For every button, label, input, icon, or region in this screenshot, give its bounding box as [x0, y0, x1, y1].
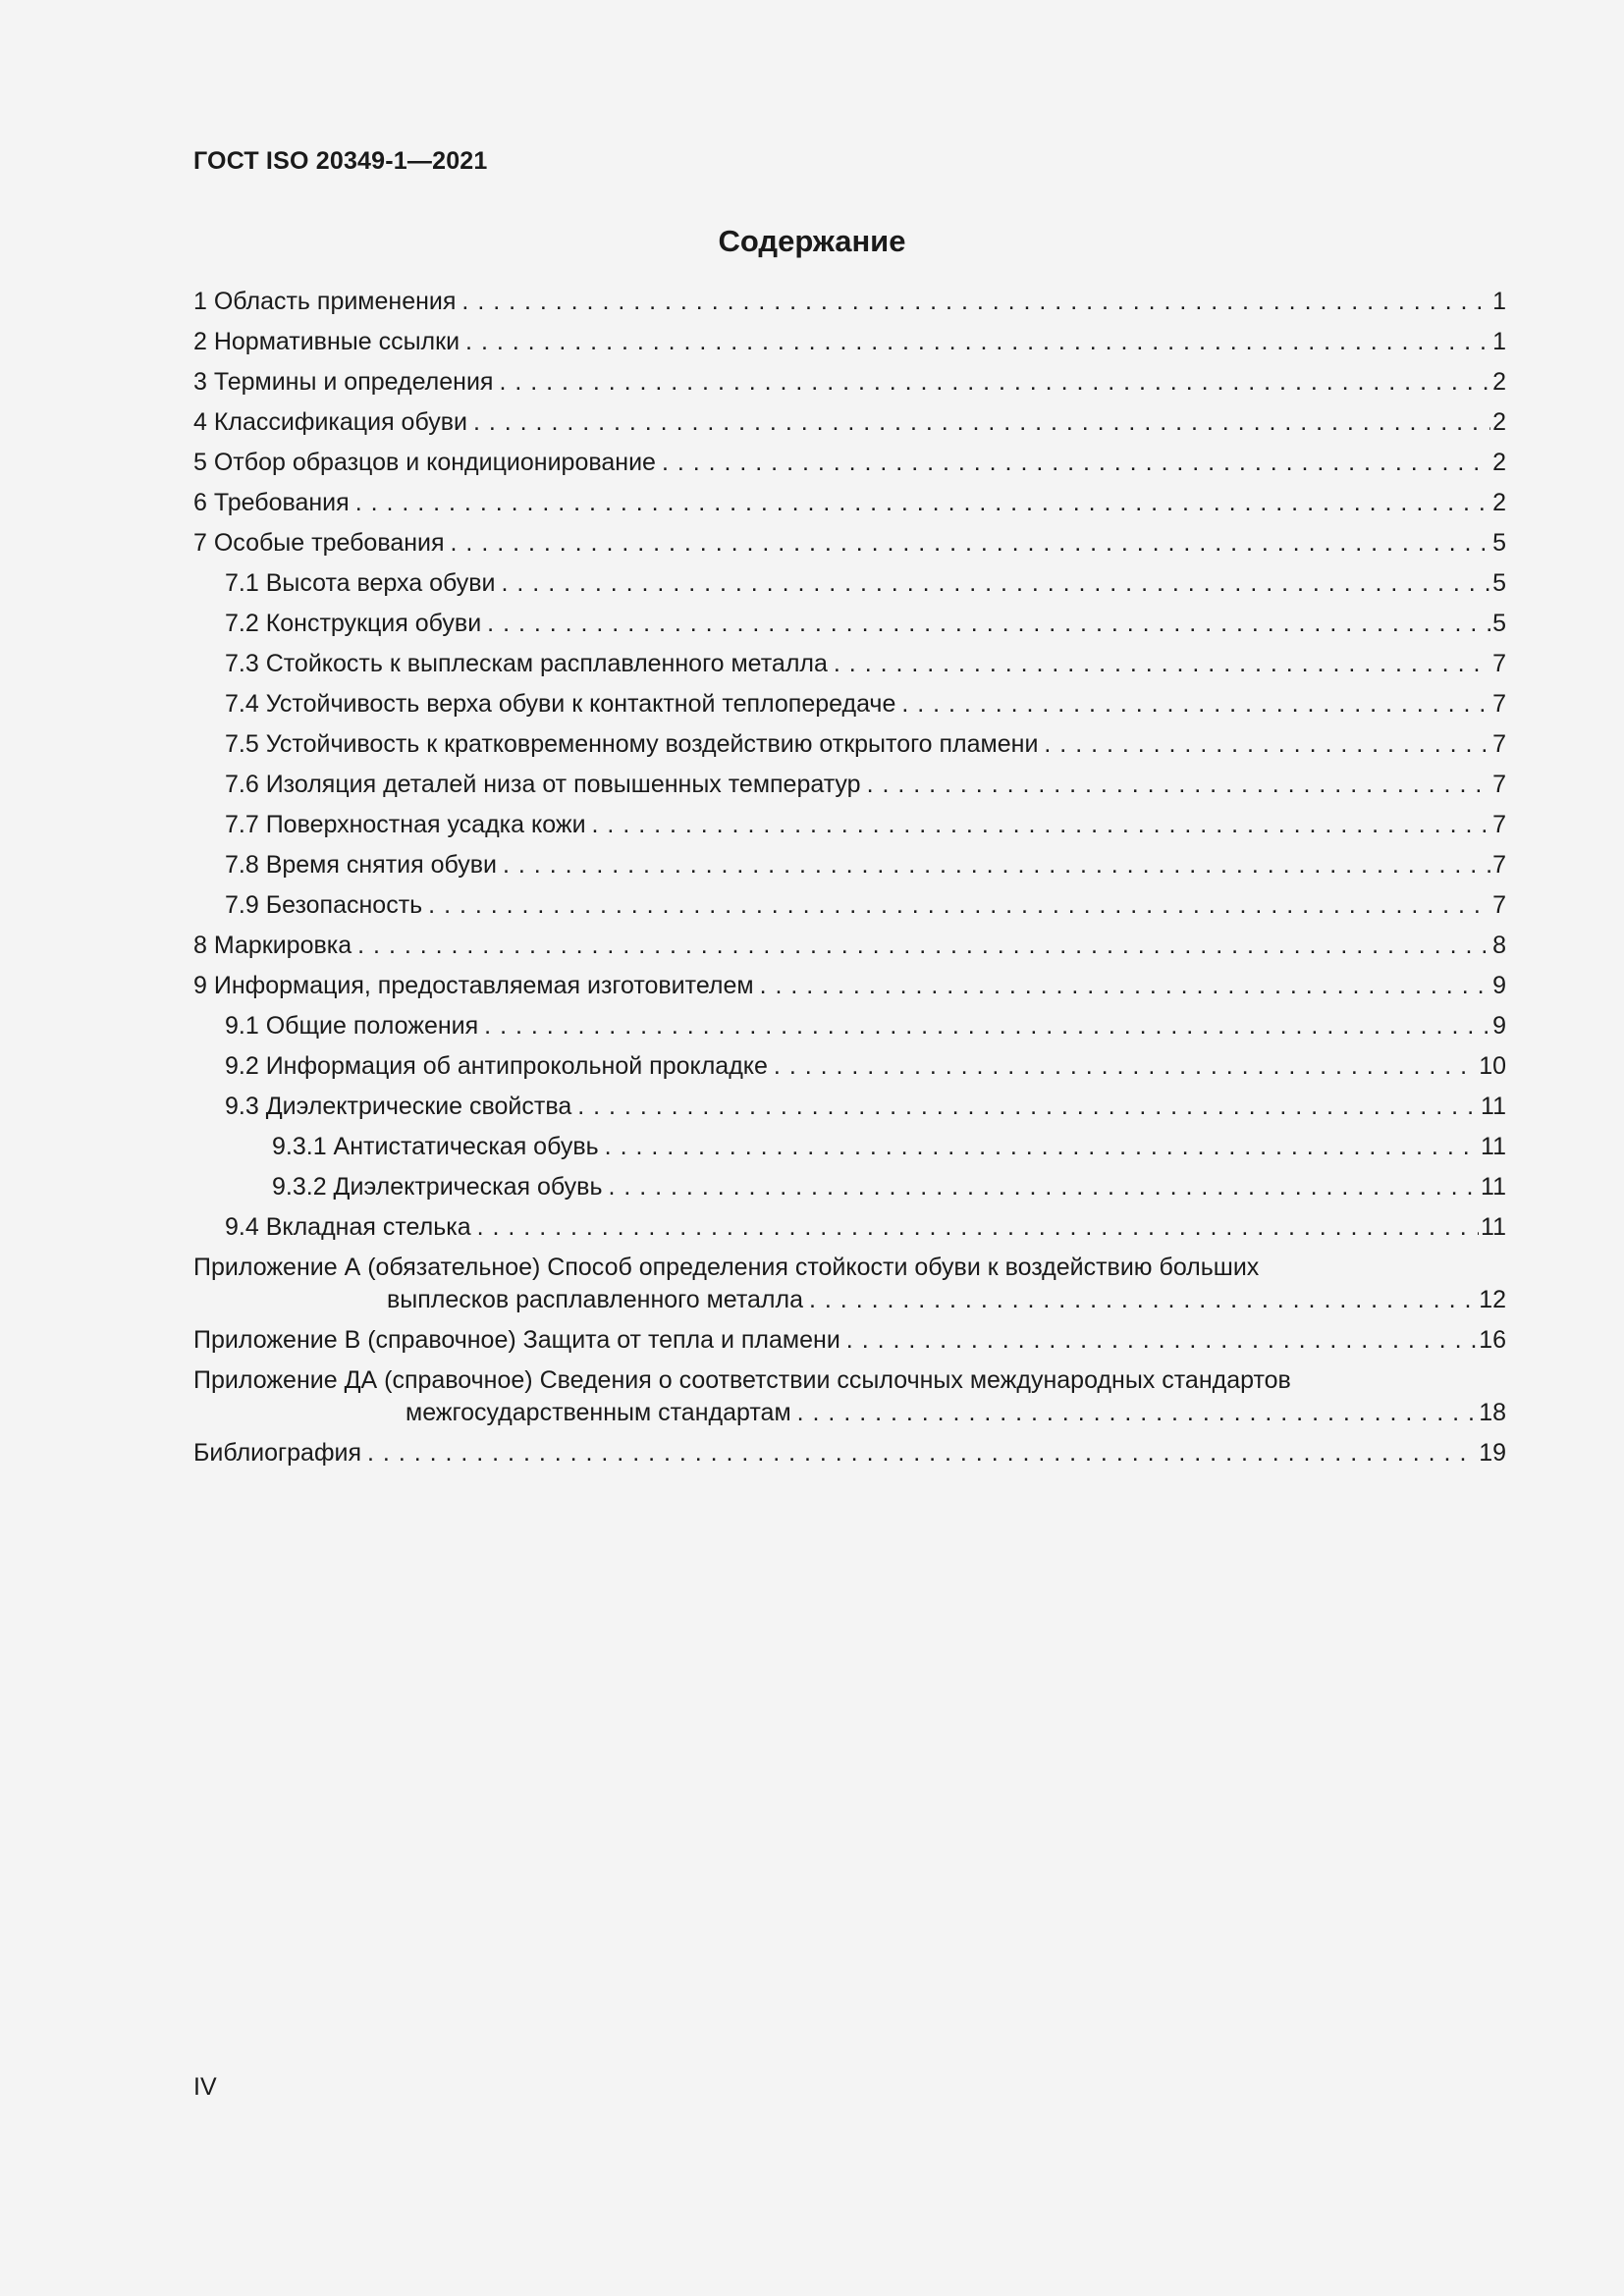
toc-entry-page: 11	[1481, 1173, 1506, 1201]
toc-entry-page: 2	[1492, 368, 1506, 396]
toc-entry-page: 11	[1481, 1093, 1506, 1120]
toc-entry[interactable]	[193, 930, 1506, 970]
toc-entry-label: 9.4 Вкладная стелька	[225, 1213, 471, 1241]
toc-entry[interactable]	[193, 1091, 1506, 1131]
toc-dot-leader	[592, 809, 1491, 841]
toc-dot-leader	[357, 930, 1490, 962]
toc-entry[interactable]	[193, 527, 1506, 567]
toc-dot-leader	[774, 1050, 1477, 1083]
toc-entry[interactable]	[193, 1211, 1506, 1252]
toc-entry[interactable]	[193, 366, 1506, 406]
toc-dot-leader	[1044, 728, 1490, 761]
toc-entry[interactable]	[193, 286, 1506, 326]
toc-entry-appendix-b[interactable]	[193, 1324, 1506, 1364]
toc-dot-leader	[797, 1397, 1478, 1429]
toc-entry-page: 2	[1492, 489, 1506, 516]
toc-entry-page: 11	[1481, 1133, 1506, 1160]
toc-entry-page: 7	[1492, 650, 1506, 677]
toc-entry-page: 5	[1492, 610, 1506, 637]
toc-entry-label: 9.2 Информация об антипрокольной прокладке	[225, 1052, 768, 1080]
toc-entry-label: 7.5 Устойчивость к кратковременному воздействию открытого пламени	[225, 730, 1039, 758]
toc-dot-leader	[834, 648, 1490, 680]
toc-entry[interactable]	[193, 889, 1506, 930]
toc-entry-appendix-a[interactable]	[193, 1252, 1506, 1316]
toc-entry-page: 12	[1479, 1286, 1506, 1313]
toc-entry-label: 7.9 Безопасность	[225, 891, 423, 919]
toc-entry-label: 3 Термины и определения	[193, 368, 494, 396]
toc-entry-page: 7	[1492, 891, 1506, 919]
toc-entry-label: 7.1 Высота верха обуви	[225, 569, 496, 597]
toc-entry[interactable]	[193, 487, 1506, 527]
toc-entry-label: 7.4 Устойчивость верха обуви к контактной теплопередаче	[225, 690, 896, 718]
toc-entry-label: 9.3.2 Диэлектрическая обувь	[272, 1173, 603, 1201]
toc-entry-page: 7	[1492, 851, 1506, 879]
toc-entry-appendix-da[interactable]	[193, 1364, 1506, 1429]
toc-dot-leader	[355, 487, 1490, 519]
toc-dot-leader	[487, 608, 1490, 640]
toc-entry-label: 9 Информация, предоставляемая изготовителем	[193, 972, 754, 999]
toc-entry-page: 1	[1492, 328, 1506, 355]
toc-dot-leader	[608, 1171, 1479, 1203]
toc-dot-leader	[465, 326, 1490, 358]
toc-dot-leader	[451, 527, 1491, 560]
toc-entry[interactable]	[193, 406, 1506, 447]
toc-entry-label-continued: межгосударственным стандартам	[406, 1399, 791, 1426]
toc-dot-leader	[367, 1437, 1477, 1469]
toc-dot-leader	[867, 769, 1491, 801]
table-of-contents	[193, 286, 1506, 1477]
toc-entry-page: 2	[1492, 408, 1506, 436]
toc-entry-label: 7.3 Стойкость к выплескам расплавленного металла	[225, 650, 828, 677]
toc-dot-leader	[473, 406, 1490, 439]
toc-entry[interactable]	[193, 809, 1506, 849]
document-standard-header: ГОСТ ISO 20349-1—2021	[193, 147, 488, 175]
toc-dot-leader	[428, 889, 1490, 922]
toc-dot-leader	[461, 286, 1490, 318]
toc-entry[interactable]	[193, 1050, 1506, 1091]
toc-entry-label-continued: выплесков расплавленного металла	[387, 1286, 804, 1313]
toc-entry[interactable]	[193, 1131, 1506, 1171]
toc-entry[interactable]	[193, 728, 1506, 769]
toc-dot-leader	[502, 567, 1491, 600]
toc-entry[interactable]	[193, 567, 1506, 608]
toc-entry-page: 7	[1492, 730, 1506, 758]
toc-entry[interactable]	[193, 970, 1506, 1010]
toc-entry-page: 5	[1492, 569, 1506, 597]
toc-entry-bibliography[interactable]	[193, 1437, 1506, 1477]
toc-entry-label: Библиография	[193, 1439, 362, 1467]
toc-entry-page: 16	[1479, 1326, 1506, 1354]
toc-entry-label: 6 Требования	[193, 489, 350, 516]
toc-dot-leader	[846, 1324, 1477, 1357]
toc-entry-page: 9	[1492, 972, 1506, 999]
toc-dot-leader	[662, 447, 1490, 479]
toc-entry-label: 7.2 Конструкция обуви	[225, 610, 482, 637]
toc-entry-page: 7	[1492, 811, 1506, 838]
toc-entry-label: 7.7 Поверхностная усадка кожи	[225, 811, 586, 838]
toc-entry-label: 9.3 Диэлектрические свойства	[225, 1093, 572, 1120]
toc-entry-label: 2 Нормативные ссылки	[193, 328, 460, 355]
toc-entry[interactable]	[193, 447, 1506, 487]
toc-entry-label: 7 Особые требования	[193, 529, 445, 557]
toc-entry-page: 7	[1492, 690, 1506, 718]
toc-entry-label: Приложение B (справочное) Защита от тепла и пламени	[193, 1326, 840, 1354]
toc-entry[interactable]	[193, 769, 1506, 809]
toc-entry-label: 7.6 Изоляция деталей низа от повышенных температур	[225, 771, 861, 798]
toc-dot-leader	[499, 366, 1490, 399]
toc-entry-page: 1	[1492, 288, 1506, 315]
toc-entry[interactable]	[193, 688, 1506, 728]
toc-entry-page: 11	[1481, 1213, 1506, 1241]
toc-entry[interactable]	[193, 1171, 1506, 1211]
toc-entry-label: 4 Классификация обуви	[193, 408, 467, 436]
toc-entry[interactable]	[193, 608, 1506, 648]
toc-dot-leader	[901, 688, 1490, 721]
toc-entry-page: 8	[1492, 932, 1506, 959]
toc-dot-leader	[503, 849, 1490, 881]
toc-entry-label: 9.1 Общие положения	[225, 1012, 479, 1040]
toc-dot-leader	[809, 1284, 1477, 1316]
toc-dot-leader	[577, 1091, 1479, 1123]
toc-entry-label: 5 Отбор образцов и кондиционирование	[193, 449, 656, 476]
toc-entry-label: 1 Область применения	[193, 288, 457, 315]
toc-entry-page: 2	[1492, 449, 1506, 476]
toc-entry-label: Приложение ДА (справочное) Сведения о соответствии ссылочных международных стандартов	[193, 1366, 1291, 1394]
toc-entry-label: 7.8 Время снятия обуви	[225, 851, 498, 879]
toc-entry-page: 19	[1479, 1439, 1506, 1467]
page-number: IV	[193, 2073, 217, 2101]
toc-dot-leader	[760, 970, 1491, 1002]
toc-entry[interactable]	[193, 1010, 1506, 1050]
toc-entry[interactable]	[193, 849, 1506, 889]
toc-dot-leader	[484, 1010, 1490, 1042]
toc-entry-page: 7	[1492, 771, 1506, 798]
toc-entry-label: 9.3.1 Антистатическая обувь	[272, 1133, 599, 1160]
toc-entry-page: 5	[1492, 529, 1506, 557]
toc-entry-page: 10	[1479, 1052, 1506, 1080]
toc-entry[interactable]	[193, 648, 1506, 688]
toc-title: Содержание	[718, 224, 906, 258]
toc-dot-leader	[605, 1131, 1479, 1163]
toc-dot-leader	[477, 1211, 1479, 1244]
toc-entry-label: Приложение А (обязательное) Способ определения стойкости обуви к воздействию больших	[193, 1254, 1260, 1281]
toc-entry-page: 18	[1479, 1399, 1506, 1426]
toc-entry-page: 9	[1492, 1012, 1506, 1040]
toc-entry-label: 8 Маркировка	[193, 932, 352, 959]
toc-entry[interactable]	[193, 326, 1506, 366]
